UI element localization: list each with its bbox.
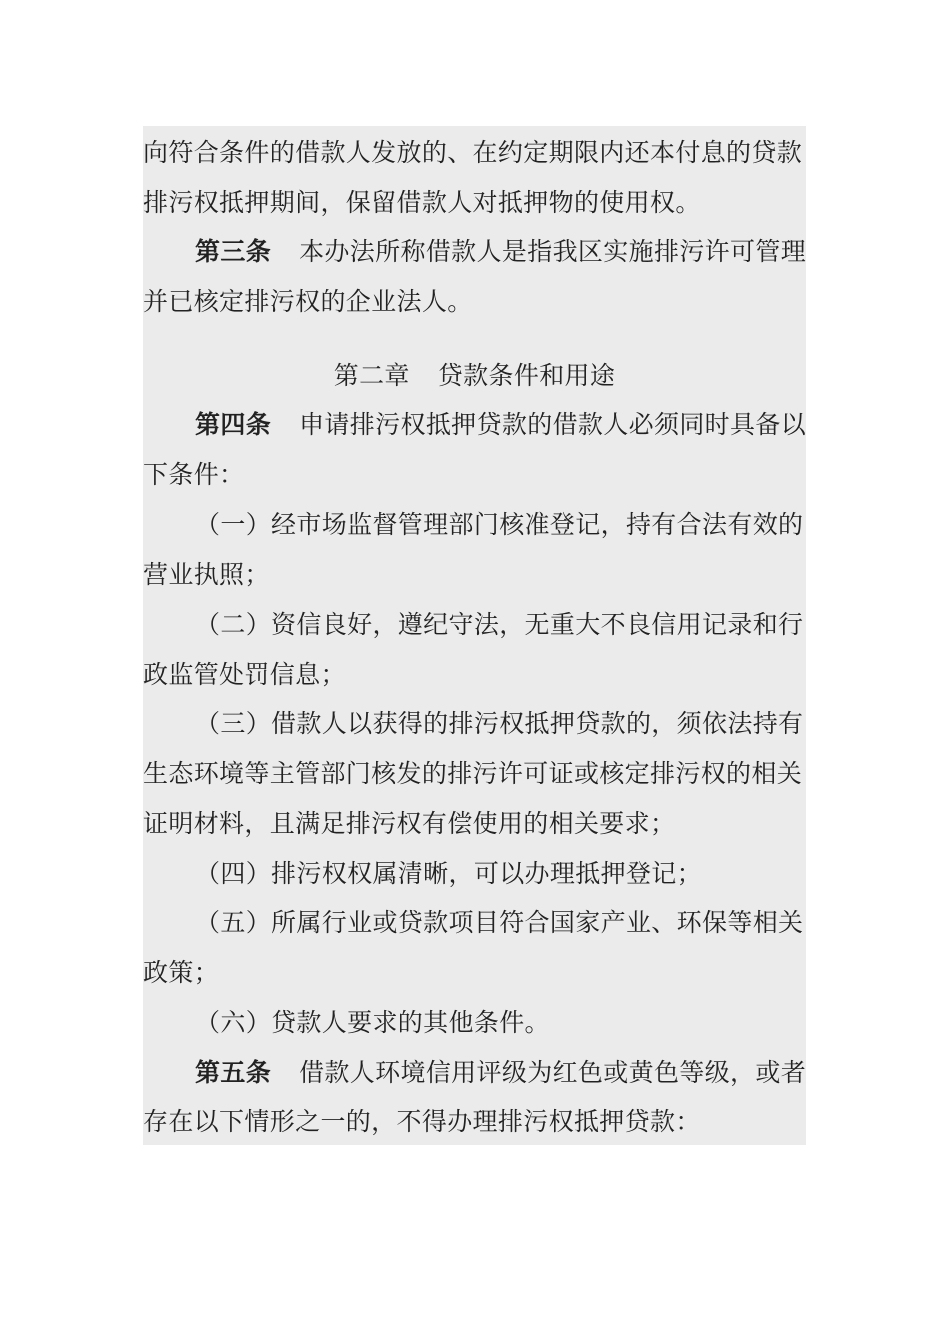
text-line: 营业执照； xyxy=(143,560,270,589)
article-text: 本办法所称借款人是指我区实施排污许可管理 xyxy=(299,237,807,266)
chapter-number: 第二章 xyxy=(333,361,410,390)
chapter-title: 贷款条件和用途 xyxy=(437,361,616,390)
condition-item: （四）排污权权属清晰，可以办理抵押登记； xyxy=(195,859,703,888)
condition-item: （一）经市场监督管理部门核准登记，持有合法有效的 xyxy=(195,510,804,539)
text-line: 并已核定排污权的企业法人。 xyxy=(143,287,473,316)
text-line: 生态环境等主管部门核发的排污许可证或核定排污权的相关 xyxy=(143,759,803,788)
text-line: 向符合条件的借款人发放的、在约定期限内还本付息的贷款 xyxy=(143,138,803,167)
article-number: 第四条 xyxy=(195,410,272,439)
text-line: 下条件： xyxy=(143,460,245,489)
text-line: 政监管处罚信息； xyxy=(143,660,346,689)
article-3 xyxy=(195,227,806,277)
text-line: 证明材料，且满足排污权有偿使用的相关要求； xyxy=(143,809,676,838)
condition-item: （五）所属行业或贷款项目符合国家产业、环保等相关 xyxy=(195,908,804,937)
condition-item: （二）资信良好，遵纪守法，无重大不良信用记录和行 xyxy=(195,610,804,639)
highlighted-text-block xyxy=(143,126,806,1145)
chapter-heading xyxy=(143,351,806,401)
article-text: 申请排污权抵押贷款的借款人必须同时具备以 xyxy=(299,410,807,439)
text-line: 排污权抵押期间，保留借款人对抵押物的使用权。 xyxy=(143,188,701,217)
article-text: 借款人环境信用评级为红色或黄色等级，或者 xyxy=(299,1058,807,1087)
text-line: 政策； xyxy=(143,958,220,987)
article-number: 第五条 xyxy=(195,1058,272,1087)
condition-item: （六）贷款人要求的其他条件。 xyxy=(195,1008,550,1037)
article-5 xyxy=(195,1048,806,1098)
condition-item: （三）借款人以获得的排污权抵押贷款的，须依法持有 xyxy=(195,709,804,738)
article-number: 第三条 xyxy=(195,237,272,266)
article-4 xyxy=(195,400,806,450)
text-line: 存在以下情形之一的，不得办理排污权抵押贷款： xyxy=(143,1107,701,1136)
